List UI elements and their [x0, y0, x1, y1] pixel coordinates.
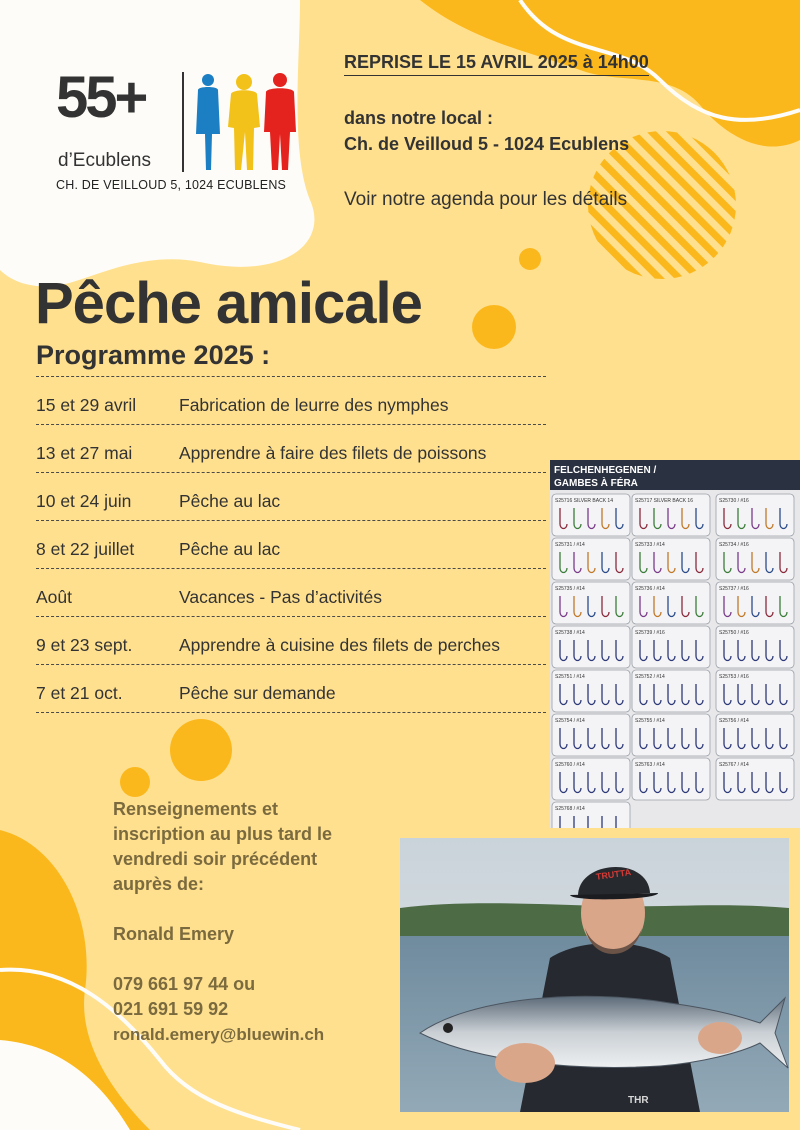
lure-label: S25739 / #16 [635, 630, 665, 636]
lure-label: S25735 / #14 [555, 586, 585, 592]
schedule-row [36, 568, 546, 616]
logo-city: d’Ecublens [58, 150, 151, 171]
lure-label: S25737 / #16 [719, 586, 749, 592]
contact-line: Renseignements et [113, 799, 279, 819]
blue-person-icon [196, 74, 220, 170]
schedule-activity: Apprendre à cuisine des filets de perches [179, 635, 501, 655]
mid-circle [170, 719, 232, 781]
reprise-date: REPRISE LE 15 AVRIL 2025 à 14h00 [344, 52, 649, 76]
small-circle-2 [472, 305, 516, 349]
right-hand [698, 1022, 742, 1054]
schedule-date: 10 et 24 juin [36, 491, 132, 511]
logo-number: 55+ [56, 65, 146, 130]
lure-label: S25730 / #16 [719, 498, 749, 504]
schedule-activity: Apprendre à faire des filets de poissons [179, 443, 487, 463]
schedule-table [36, 376, 546, 713]
lure-label: S25760 / #14 [555, 762, 585, 768]
logo-divider [182, 72, 184, 172]
schedule-date: Août [36, 587, 72, 607]
lure-label: S25716 SILVER BACK 14 [555, 498, 613, 504]
lure-label: S25767 / #14 [719, 762, 749, 768]
contact-line: auprès de: [113, 874, 205, 894]
contact-name: Ronald Emery [113, 924, 235, 944]
lures-board-image [550, 460, 800, 828]
lure-label: S25756 / #14 [719, 718, 749, 724]
agenda-note: Voir notre agenda pour les détails [344, 189, 628, 210]
contact-phone-1: 079 661 97 44 ou [113, 974, 256, 994]
schedule-activity: Pêche sur demande [179, 683, 336, 703]
schedule-activity: Fabrication de leurre des nymphes [179, 395, 449, 415]
schedule-row [36, 424, 546, 472]
schedule-activity: Vacances - Pas d’activités [179, 587, 382, 607]
lure-label: S25754 / #14 [555, 718, 585, 724]
lure-label: S25755 / #14 [635, 718, 665, 724]
cap-text: TRUTTA [595, 867, 632, 882]
jacket-text: THR [628, 1095, 649, 1106]
lures-header-1: FELCHENHEGENEN / [554, 465, 657, 476]
lures-header-2: GAMBES À FÉRA [554, 478, 638, 489]
schedule-row [36, 376, 546, 424]
lure-label: S25717 SILVER BACK 16 [635, 498, 693, 504]
contact-line: vendredi soir précédent [113, 849, 318, 869]
page-title: Pêche amicale [35, 271, 422, 336]
lures-photo [550, 460, 800, 828]
schedule-row [36, 472, 546, 520]
red-person-icon [264, 73, 296, 170]
contact-spacer [113, 897, 393, 922]
tiny-circle [120, 767, 150, 797]
contact-email: ronald.emery@bluewin.ch [113, 1025, 325, 1044]
local-line-2: Ch. de Veilloud 5 - 1024 Ecublens [344, 134, 630, 154]
schedule-row [36, 616, 546, 664]
schedule-date: 8 et 22 juillet [36, 539, 135, 559]
schedule-activity: Pêche au lac [179, 539, 281, 559]
yellow-person-icon [228, 74, 260, 170]
lure-label: S25731 / #14 [555, 542, 585, 548]
lure-label: S25750 / #16 [719, 630, 749, 636]
contact-phone-2: 021 691 59 92 [113, 999, 229, 1019]
lure-label: S25738 / #14 [555, 630, 585, 636]
lure-label: S25736 / #14 [635, 586, 665, 592]
lure-label: S25753 / #16 [719, 674, 749, 680]
lure-label: S25768 / #14 [555, 806, 585, 812]
logo-address: CH. DE VEILLOUD 5, 1024 ECUBLENS [56, 178, 287, 192]
program-subtitle: Programme 2025 : [36, 340, 271, 370]
small-circle-1 [519, 248, 541, 270]
contact-spacer [113, 947, 393, 972]
lure-label: S25751 / #14 [555, 674, 585, 680]
schedule-date: 9 et 23 sept. [36, 635, 133, 655]
contact-block [113, 797, 393, 1047]
left-hand [495, 1043, 555, 1083]
fisher-with-fish-image [400, 838, 789, 1112]
schedule-activity: Pêche au lac [179, 491, 281, 511]
lure-label: S25733 / #14 [635, 542, 665, 548]
lure-label: S25734 / #16 [719, 542, 749, 548]
schedule-row [36, 664, 546, 713]
lure-label: S25752 / #14 [635, 674, 665, 680]
schedule-date: 15 et 29 avril [36, 395, 137, 415]
contact-line: inscription au plus tard le [113, 824, 333, 844]
logo-55-ecublens [56, 65, 306, 198]
schedule-date: 7 et 21 oct. [36, 683, 123, 703]
schedule-row [36, 520, 546, 568]
fisher-photo [400, 838, 789, 1112]
logo-people-icon [196, 72, 346, 172]
lure-grid [552, 494, 794, 828]
schedule-date: 13 et 27 mai [36, 443, 133, 463]
local-line-1: dans notre local : [344, 108, 494, 128]
lure-label: S25763 / #14 [635, 762, 665, 768]
